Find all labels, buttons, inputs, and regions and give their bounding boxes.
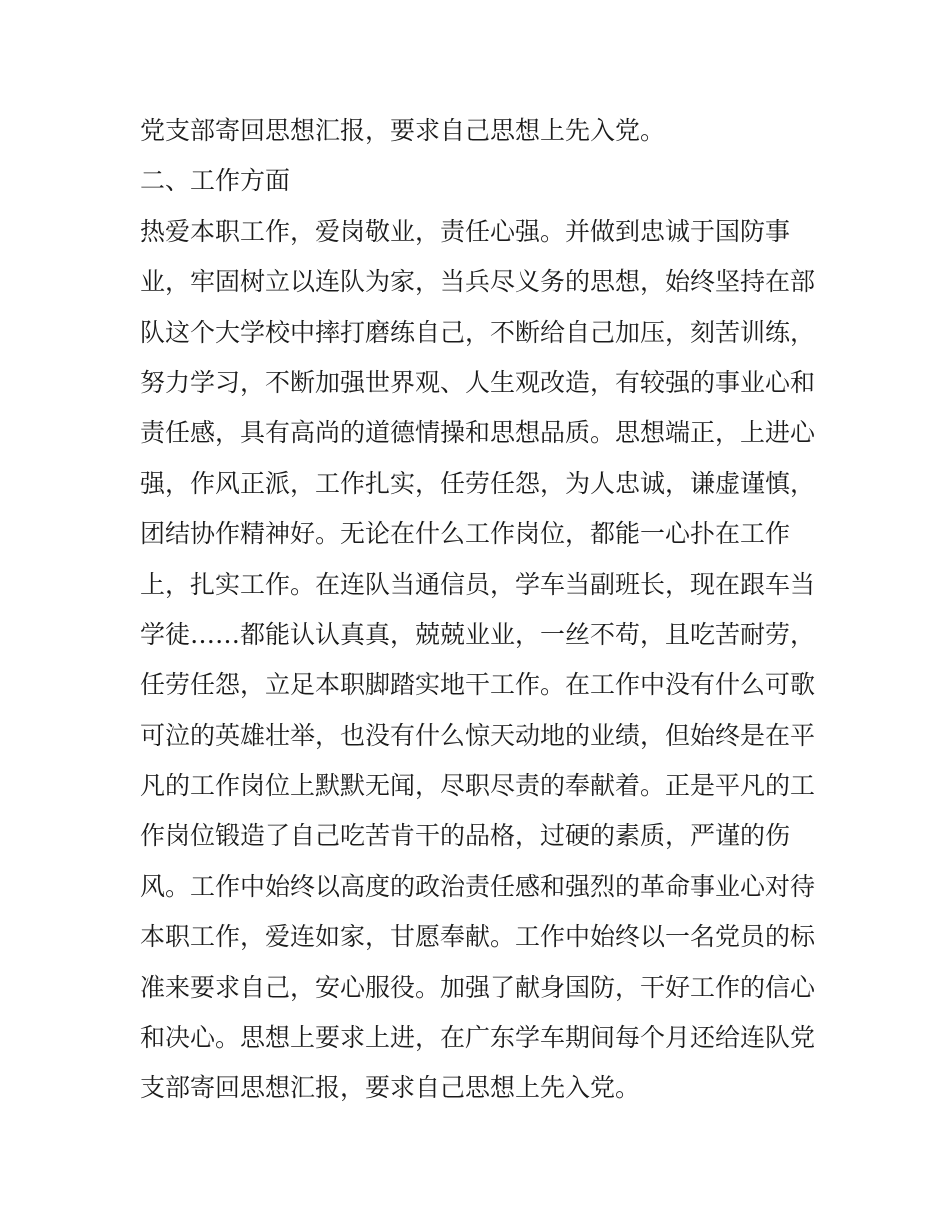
text-line: 强，作风正派，工作扎实，任劳任怨，为人忠诚，谦虚谨慎，	[140, 468, 816, 498]
text-line: 上，扎实工作。在连队当通信员，学车当副班长，现在跟车当	[140, 569, 816, 599]
text-line: 本职工作，爱连如家，甘愿奉献。工作中始终以一名党员的标	[140, 922, 816, 952]
text-line: 任劳任怨，立足本职脚踏实地干工作。在工作中没有什么可歌	[140, 670, 816, 700]
text-line: 责任感，具有高尚的道德情操和思想品质。思想端正，上进心	[140, 418, 816, 448]
text-line: 准来要求自己，安心服役。加强了献身国防，干好工作的信心	[140, 972, 816, 1002]
text-line: 热爱本职工作，爱岗敬业，责任心强。并做到忠诚于国防事	[140, 216, 791, 246]
text-line: 努力学习，不断加强世界观、人生观改造，有较强的事业心和	[140, 367, 816, 397]
text-line: 风。工作中始终以高度的政治责任感和强烈的革命事业心对待	[140, 871, 816, 901]
text-line: 可泣的英雄壮举，也没有什么惊天动地的业绩，但始终是在平	[140, 720, 816, 750]
document-body	[140, 106, 820, 1114]
text-line: 和决心。思想上要求上进，在广东学车期间每个月还给连队党	[140, 1023, 816, 1053]
text-line: 凡的工作岗位上默默无闻，尽职尽责的奉献着。正是平凡的工	[140, 771, 816, 801]
text-line: 业，牢固树立以连队为家，当兵尽义务的思想，始终坚持在部	[140, 267, 816, 297]
text-line: 作岗位锻造了自己吃苦肯干的品格，过硬的素质，严谨的伤	[140, 821, 791, 851]
text-line: 支部寄回思想汇报，要求自己思想上先入党。	[140, 1073, 641, 1103]
text-line: 学徒……都能认认真真，兢兢业业，一丝不苟，且吃苦耐劳，	[140, 619, 816, 649]
text-line: 团结协作精神好。无论在什么工作岗位，都能一心扑在工作	[140, 519, 791, 549]
text-line: 队这个大学校中摔打磨练自己，不断给自己加压，刻苦训练，	[140, 317, 816, 347]
section-heading: 二、工作方面	[140, 166, 291, 196]
text-line: 党支部寄回思想汇报，要求自己思想上先入党。	[140, 116, 666, 145]
